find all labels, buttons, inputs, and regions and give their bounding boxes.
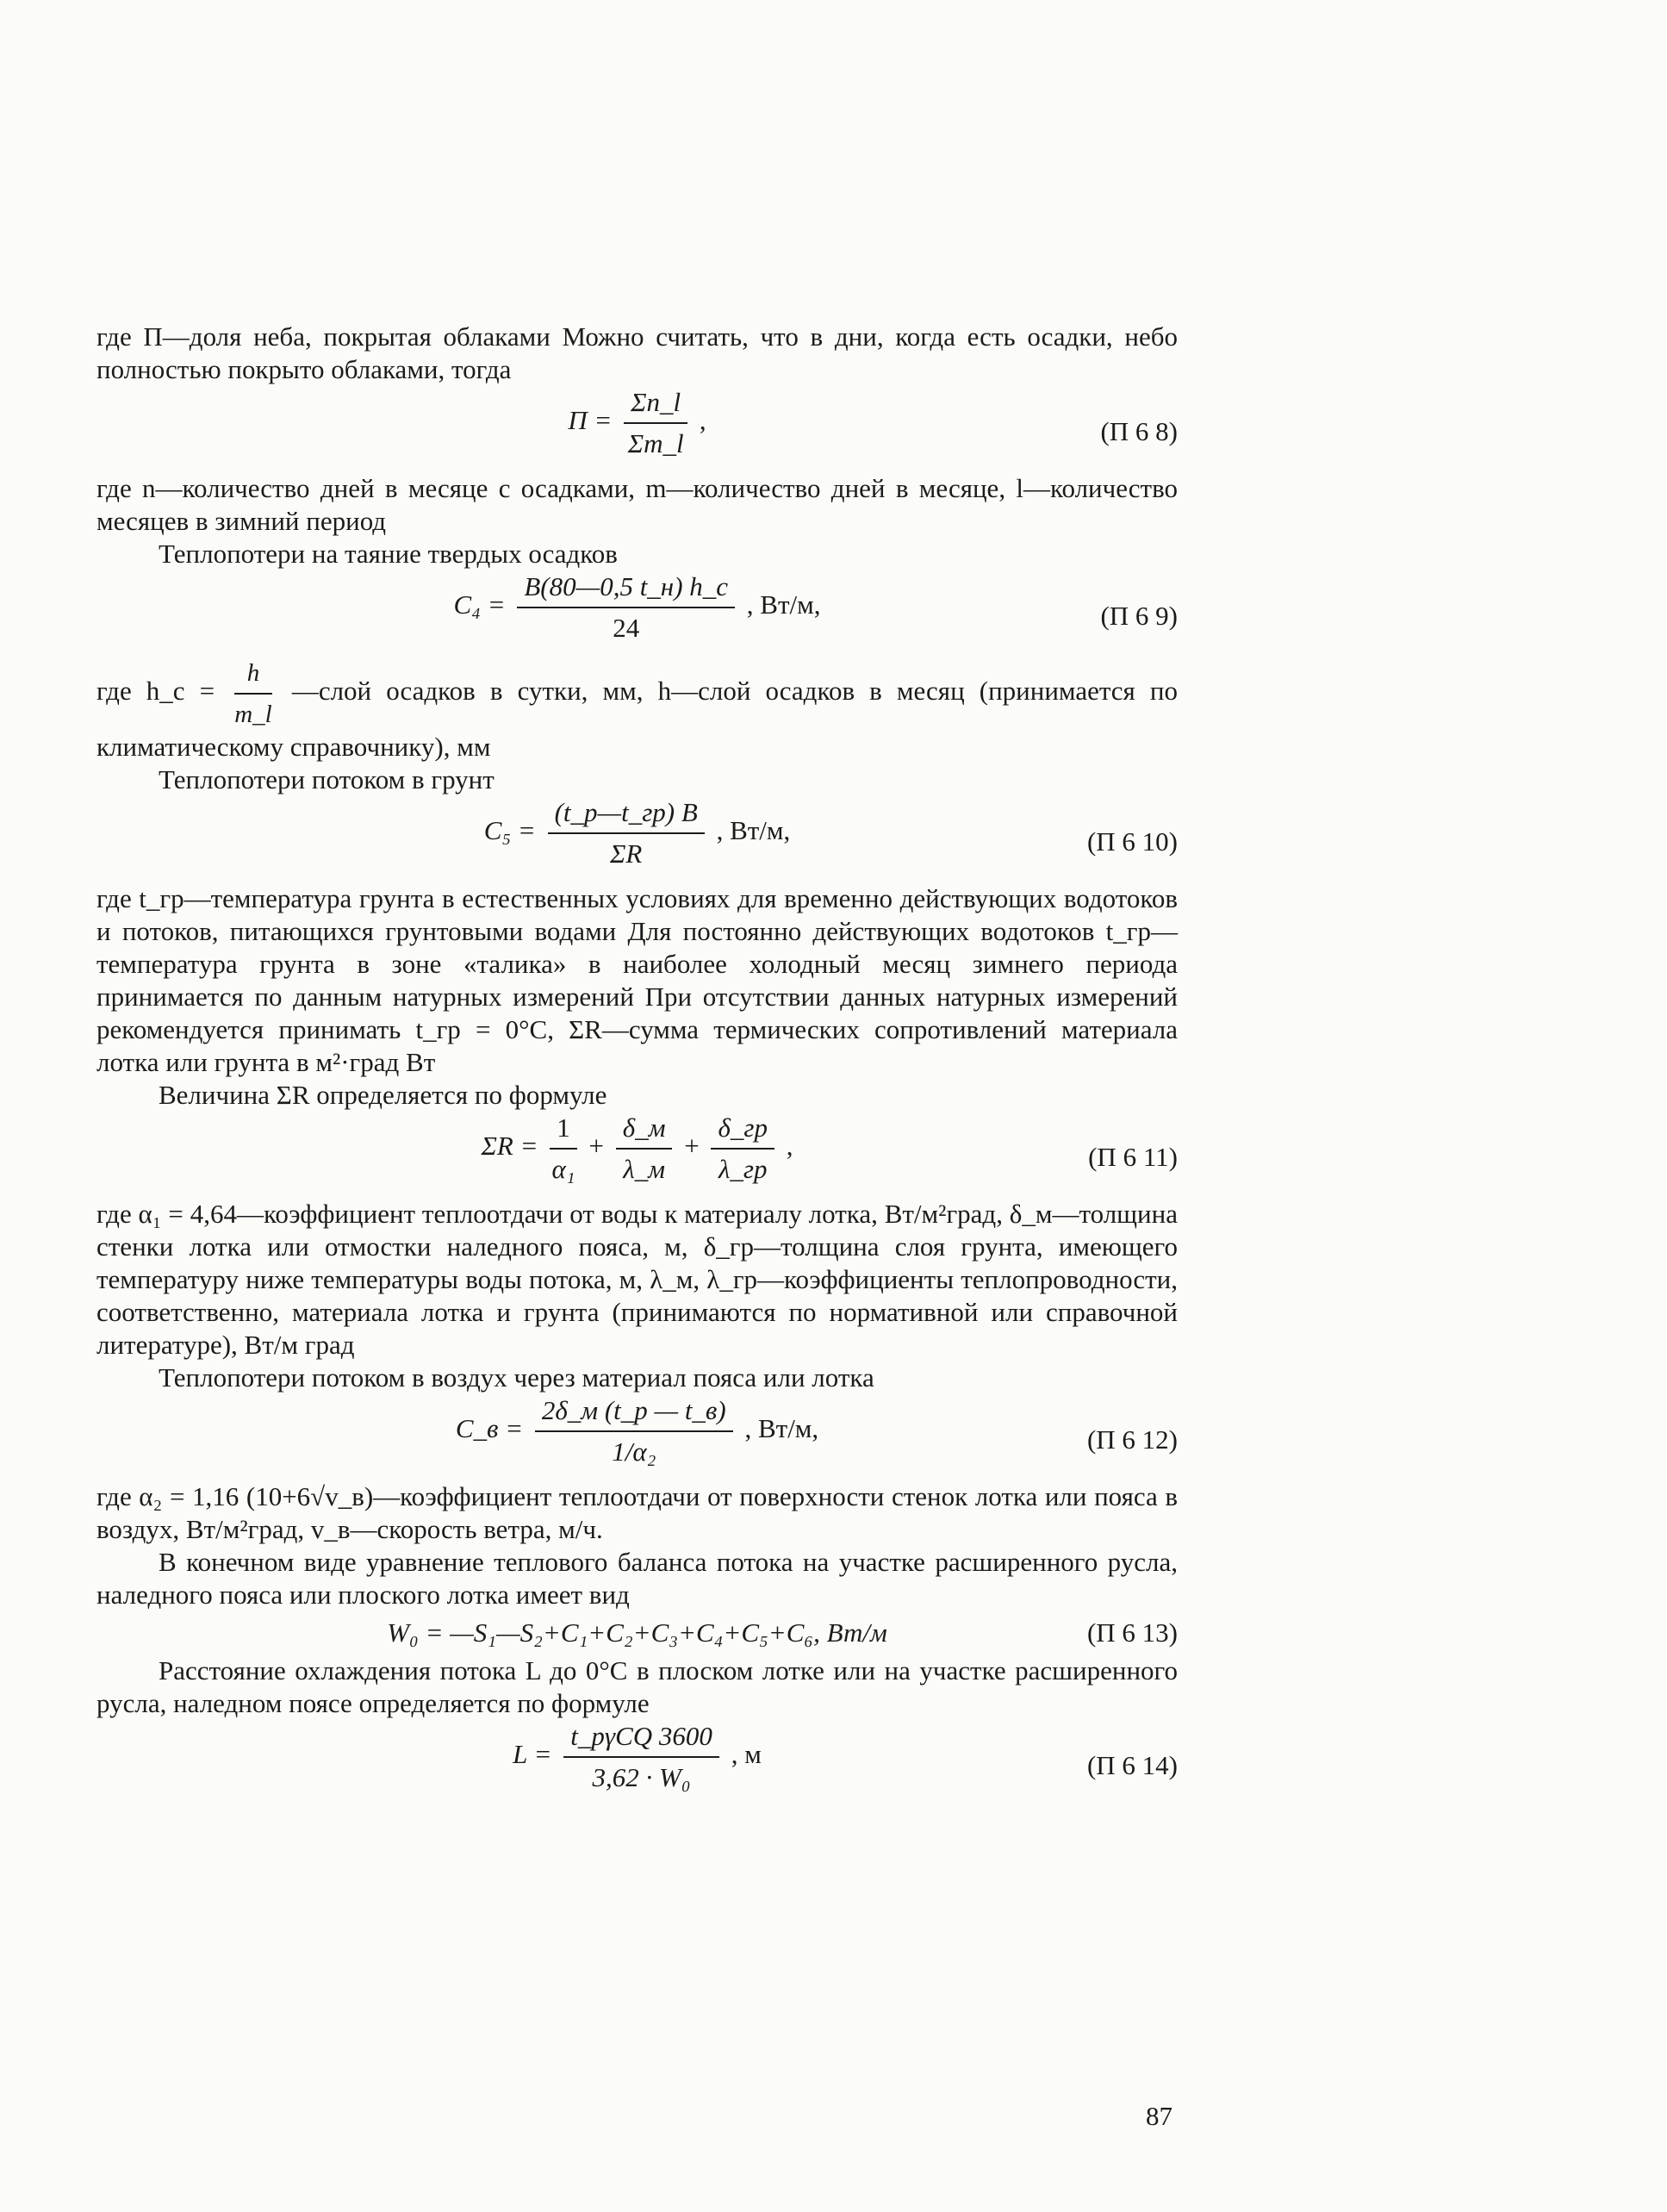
eq5-numerator: 2δ_м (t_p — t_в) (535, 1394, 733, 1432)
equation-p6-14 (96, 1720, 1178, 1806)
eq1-tail: , (699, 405, 706, 436)
paragraph-coefficients: где α₁ = 4,64—коэффициент теплоотдачи от воды к материалу лотка, Вт/м²град, δ_м—толщина стенки лотка или отмостки наледного пояса, м, δ_гр—толщина слоя грунта, имеющего температуру ниже температуры воды потока, м, λ_м, λ_гр—коэффициенты теплопроводности, соответственно, материала лотка и грунта (принимаются по нормативной или справочной литературе), Вт/м град (96, 1199, 1178, 1360)
equation-p6-8 (96, 386, 1178, 472)
eq7-numerator: t_pγCQ 3600 (563, 1720, 719, 1758)
equation-p6-11 (96, 1112, 1178, 1198)
eq2-label: (П 6 9) (1100, 601, 1178, 631)
eq2-lhs: C₄ = (453, 589, 506, 620)
paragraph-days-definition: где n—количество дней в месяце с осадками, m—количество дней в месяце, l—количество месяцев в зимний период (96, 473, 1178, 536)
paragraph-sky-fraction: где П—доля неба, покрытая облаками Можно считать, что в дни, когда есть осадки, небо полностью покрыто облаками, тогда (96, 321, 1178, 384)
eq7-denominator: 3,62 · W₀ (592, 1762, 691, 1792)
paragraph-heat-loss-air: Теплопотери потоком в воздух через материал пояса или лотка (159, 1362, 874, 1393)
eq4-tail: , (786, 1131, 793, 1162)
hc-numerator: h (234, 657, 272, 695)
eq1-numerator: Σn_l (624, 386, 687, 424)
eq2-numerator: B(80—0,5 t_н) h_c (517, 570, 735, 608)
eq3-numerator: (t_p—t_гр) B (548, 796, 705, 834)
paragraph-sum-r-intro: Величина ΣR определяется по формуле (159, 1080, 607, 1110)
eq3-lhs: C₅ = (483, 815, 536, 846)
eq3-tail: , Вт/м, (716, 815, 791, 846)
eq4-f3-denominator: λ_гр (718, 1154, 768, 1184)
eq4-label: (П 6 11) (1088, 1142, 1178, 1172)
eq7-tail: , м (731, 1739, 762, 1770)
eq1-label: (П 6 8) (1100, 416, 1178, 446)
eq4-f2-denominator: λ_м (623, 1154, 665, 1184)
paragraph-precip-layer (96, 657, 1178, 763)
equation-p6-9 (96, 570, 1178, 657)
eq5-tail: , Вт/м, (744, 1413, 819, 1444)
equation-p6-10 (96, 796, 1178, 882)
eq2-tail: , Вт/м, (746, 589, 821, 620)
eq5-label: (П 6 12) (1086, 1424, 1178, 1455)
eq4-plus-1: + (588, 1131, 605, 1162)
paragraph-heat-loss-ground: Теплопотери потоком в грунт (159, 764, 495, 794)
paragraph-alpha2: где α₂ = 1,16 (10+6√v_в)—коэффициент теплоотдачи от поверхности стенок лотка или пояса в воздух, Вт/м²град, v_в—скорость ветра, м/ч. (96, 1481, 1178, 1544)
equation-p6-13 (96, 1611, 1178, 1654)
eq3-label: (П 6 10) (1086, 826, 1178, 857)
eq4-plus-2: + (684, 1131, 700, 1162)
equation-p6-12 (96, 1394, 1178, 1480)
paragraph-ground-temperature: где t_гр—температура грунта в естественных условиях для временно действующих водотоков и потоков, питающихся грунтовыми водами Для постоянно действующих водотоков t_гр—температура грунта в зоне «талика» в наиболее холодный месяц зимнего периода принимается по данным натурных измерений При отсутствии данных натурных измерений рекомендуется принимать t_гр = 0°С, ΣR—сумма термических сопротивлений материала лотка или грунта в м²·град Вт (96, 883, 1178, 1077)
eq5-lhs: C_в = (455, 1413, 524, 1444)
eq4-lhs: ΣR = (481, 1131, 538, 1162)
page-body (96, 321, 1178, 1806)
page-number: 87 (1146, 2101, 1172, 2131)
eq7-label: (П 6 14) (1086, 1750, 1178, 1780)
paragraph-heat-loss-melting: Теплопотери на таяние твердых осадков (159, 539, 618, 569)
eq1-lhs: П = (568, 405, 613, 436)
eq4-f2-numerator: δ_м (616, 1112, 673, 1150)
eq6-body: W₀ = —S₁—S₂+C₁+C₂+C₃+C₄+C₅+C₆, Вт/м (387, 1617, 887, 1648)
eq1-denominator: Σm_l (627, 428, 684, 458)
eq3-denominator: ΣR (610, 838, 643, 869)
eq6-label: (П 6 13) (1086, 1617, 1178, 1648)
eq4-f1-numerator: 1 (550, 1112, 577, 1150)
hc-definition-prefix: где h_c = (96, 676, 215, 707)
paragraph-balance-equation-intro: В конечном виде уравнение теплового баланса потока на участке расширенного русла, наледного пояса или плоского лотка имеет вид (96, 1547, 1178, 1610)
hc-definition-text: —слой осадков в сутки, мм, h—слой осадков в месяц (принимается по климатическому справочнику), мм (96, 676, 1178, 762)
eq2-denominator: 24 (613, 613, 640, 643)
eq7-lhs: L = (513, 1739, 552, 1770)
hc-denominator: m_l (234, 701, 272, 728)
paragraph-cooling-distance: Расстояние охлаждения потока L до 0°С в плоском лотке или на участке расширенного русла, наледном поясе определяется по формуле (96, 1655, 1178, 1718)
eq4-f1-denominator: α₁ (551, 1154, 575, 1184)
eq4-f3-numerator: δ_гр (711, 1112, 774, 1150)
eq5-denominator: 1/α₂ (612, 1436, 656, 1467)
